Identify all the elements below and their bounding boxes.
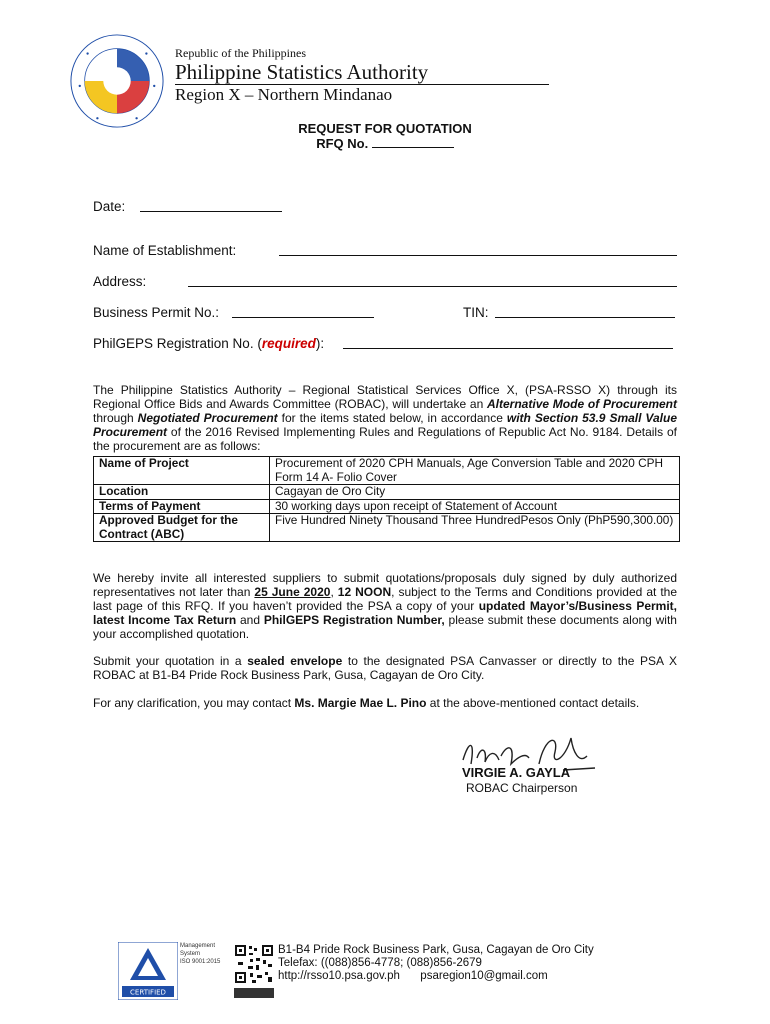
invitation-paragraph xyxy=(93,571,677,641)
rfq-blank xyxy=(372,137,454,148)
table-row xyxy=(94,514,680,542)
business-permit-label: Business Permit No.: xyxy=(93,305,220,320)
table-key: Location xyxy=(94,485,270,500)
table-row xyxy=(94,485,680,500)
table-key: Approved Budget for the Contract (ABC) xyxy=(94,514,270,542)
tin-blank[interactable] xyxy=(495,317,675,318)
signatory-name: VIRGIE A. GAYLA xyxy=(462,765,571,780)
intro-text-2: through xyxy=(93,411,138,425)
qr-code-icon xyxy=(234,942,274,1000)
tuv-certification-logo xyxy=(118,942,178,1000)
intro-paragraph xyxy=(93,383,677,453)
contact-paragraph xyxy=(93,696,677,710)
signatory-title: ROBAC Chairperson xyxy=(466,781,578,795)
footer-website[interactable]: http://rsso10.psa.gov.ph xyxy=(278,970,400,982)
address-blank[interactable] xyxy=(188,286,677,287)
address-label: Address: xyxy=(93,274,147,289)
sealed-envelope: sealed envelope xyxy=(247,654,343,668)
tin-label: TIN: xyxy=(463,305,489,320)
contact-text-1: For any clarification, you may contact xyxy=(93,696,295,710)
mgmt-line-3: ISO 9001:2015 xyxy=(180,959,221,965)
philgeps-label-text: PhilGEPS Registration No. ( xyxy=(93,336,262,351)
procurement-details-table xyxy=(93,456,680,542)
philgeps-label xyxy=(93,336,324,351)
establishment-label: Name of Establishment: xyxy=(93,243,237,258)
mgmt-line-1: Management xyxy=(180,943,216,949)
date-label: Date: xyxy=(93,199,126,214)
philgeps-label-close: ): xyxy=(315,336,325,351)
deadline-date: 25 June 2020 xyxy=(254,585,331,599)
establishment-blank[interactable] xyxy=(279,255,677,256)
table-value: Cagayan de Oro City xyxy=(270,485,680,500)
submit-text-2: to the designated PSA Canvasser or directly to the PSA X ROBAC at B1-B4 Pride Rock Business Park, Gusa, Cagayan de Oro City. xyxy=(93,654,677,682)
date-blank[interactable] xyxy=(140,211,282,212)
table-key: Terms of Payment xyxy=(94,499,270,514)
footer-address: B1-B4 Pride Rock Business Park, Gusa, Cagayan de Oro City xyxy=(278,944,594,956)
footer-contacts xyxy=(278,970,548,982)
intro-text-3: for the items stated below, in accordance xyxy=(277,411,507,425)
intro-bold-2: Negotiated Procurement xyxy=(137,411,278,425)
mgmt-line-2: System xyxy=(180,951,201,957)
contact-person: Ms. Margie Mae L. Pino xyxy=(294,696,427,710)
intro-bold-1: Alternative Mode of Procurement xyxy=(487,397,678,411)
header-agency: Philippine Statistics Authority xyxy=(175,60,549,85)
table-row xyxy=(94,499,680,514)
intro-text-4: of the 2016 Revised Implementing Rules and Regulations of Republic Act No. 9184. Details of the procurement are as follows: xyxy=(93,425,677,453)
submission-paragraph xyxy=(93,654,677,682)
required-marker: required xyxy=(261,336,316,351)
table-key: Name of Project xyxy=(94,457,270,485)
invite-text-5: please submit these documents along with your accomplished quotation. xyxy=(93,613,677,641)
intro-text-1: The Philippine Statistics Authority – Regional Statistical Services Office X, (PSA-RSSO X) through its Regional Office Bids and Awards Committee (ROBAC), will undertake an xyxy=(93,383,677,411)
certified-label: CERTIFIED xyxy=(130,988,166,997)
psa-seal-logo xyxy=(68,32,166,130)
iso-certification-text xyxy=(180,942,230,966)
invite-text-3: , subject to the Terms and Conditions provided at the last page of this RFQ. If you haven’t provided the PSA a copy of your xyxy=(93,585,677,613)
invite-text-4: and xyxy=(236,613,264,627)
deadline-time: 12 NOON xyxy=(337,585,392,599)
table-value: Procurement of 2020 CPH Manuals, Age Conversion Table and 2020 CPH Form 14 A- Folio Cover xyxy=(270,457,680,485)
intro-bold-3: with Section 53.9 Small Value Procurement xyxy=(93,411,677,439)
table-value: 30 working days upon receipt of Statement of Account xyxy=(270,499,680,514)
rfq-label: RFQ No. xyxy=(316,136,369,151)
footer-email[interactable]: psaregion10@gmail.com xyxy=(420,970,548,982)
table-row xyxy=(94,457,680,485)
business-permit-blank[interactable] xyxy=(232,317,374,318)
invite-text-1: We hereby invite all interested suppliers to submit quotations/proposals duly signed by duly authorized representatives not later than xyxy=(93,571,677,599)
philgeps-blank[interactable] xyxy=(343,348,673,349)
contact-text-2: at the above-mentioned contact details. xyxy=(426,696,640,710)
table-value: Five Hundred Ninety Thousand Three HundredPesos Only (PhP590,300.00) xyxy=(270,514,680,542)
rfq-number xyxy=(0,136,770,151)
required-documents-2: PhilGEPS Registration Number, xyxy=(263,613,445,627)
footer-telefax: Telefax: ((088)856-4778; (088)856-2679 xyxy=(278,957,482,969)
header-republic: Republic of the Philippines xyxy=(175,46,306,60)
submit-text-1: Submit your quotation in a xyxy=(93,654,248,668)
document-title: REQUEST FOR QUOTATION xyxy=(298,121,472,136)
required-documents: updated Mayor’s/Business Permit, latest Income Tax Return xyxy=(93,599,678,627)
invite-text-2: , xyxy=(330,585,338,599)
header-region: Region X – Northern Mindanao xyxy=(175,85,393,104)
